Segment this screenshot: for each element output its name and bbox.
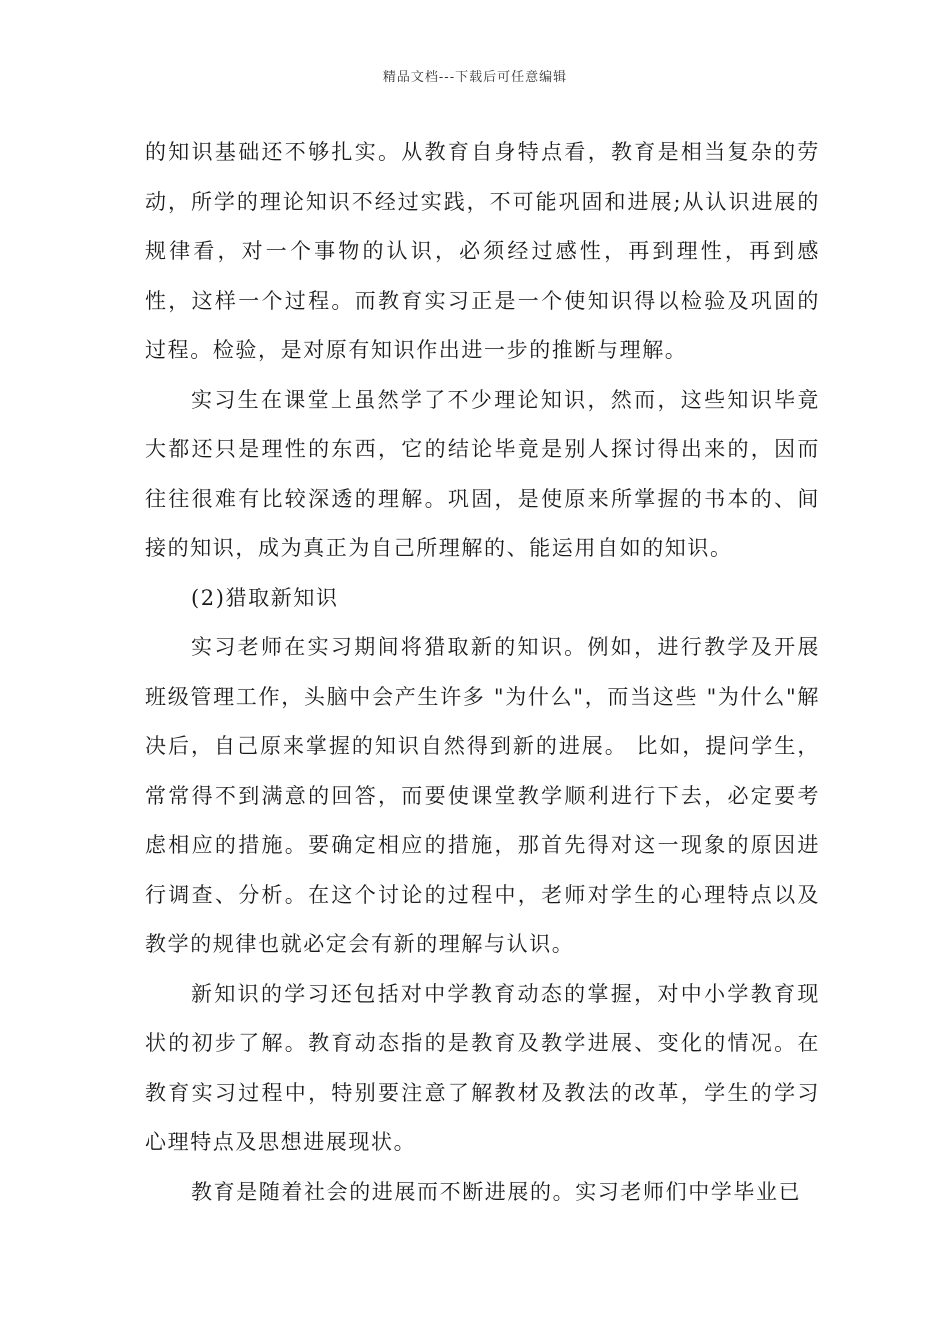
paragraph: 教育是随着社会的进展而不断进展的。实习老师们中学毕业已: [191, 1179, 802, 1204]
document-body: [145, 128, 820, 1217]
page-header: 精品文档---下载后可任意编辑: [382, 70, 568, 85]
section-heading: (2)猎取新知识: [191, 585, 339, 610]
paragraph: 的知识基础还不够扎实。从教育自身特点看，教育是相当复杂的劳动，所学的理论知识不经过实践，不可能巩固和进展;从认识进展的规律看，对一个事物的认识，必须经过感性，再到理性，再到感性，这样一个过程。而教育实习正是一个使知识得以检验及巩固的过程。检验，是对原有知识作出进一步的推断与理解。: [145, 140, 820, 362]
paragraph: 实习生在课堂上虽然学了不少理论知识，然而，这些知识毕竟大都还只是理性的东西，它的结论毕竟是别人探讨得出来的，因而往往很难有比较深透的理解。巩固，是使原来所掌握的书本的、间接的知识，成为真正为自己所理解的、能运用自如的知识。: [145, 387, 820, 560]
paragraph: 新知识的学习还包括对中学教育动态的掌握，对中小学教育现状的初步了解。教育动态指的是教育及教学进展、变化的情况。在教育实习过程中，特别要注意了解教材及教法的改革，学生的学习心理特点及思想进展现状。: [145, 981, 820, 1154]
paragraph: 实习老师在实习期间将猎取新的知识。例如，进行教学及开展班级管理工作，头脑中会产生许多 "为什么"，而当这些 "为什么"解决后，自己原来掌握的知识自然得到新的进展。 比如，提问学生，常常得不到满意的回答，而要使课堂教学顺利进行下去，必定要考虑相应的措施。要确定相应的措施，那首先得对这一现象的原因进行调查、分析。在这个讨论的过程中，老师对学生的心理特点以及教学的规律也就必定会有新的理解与认识。: [145, 635, 820, 956]
